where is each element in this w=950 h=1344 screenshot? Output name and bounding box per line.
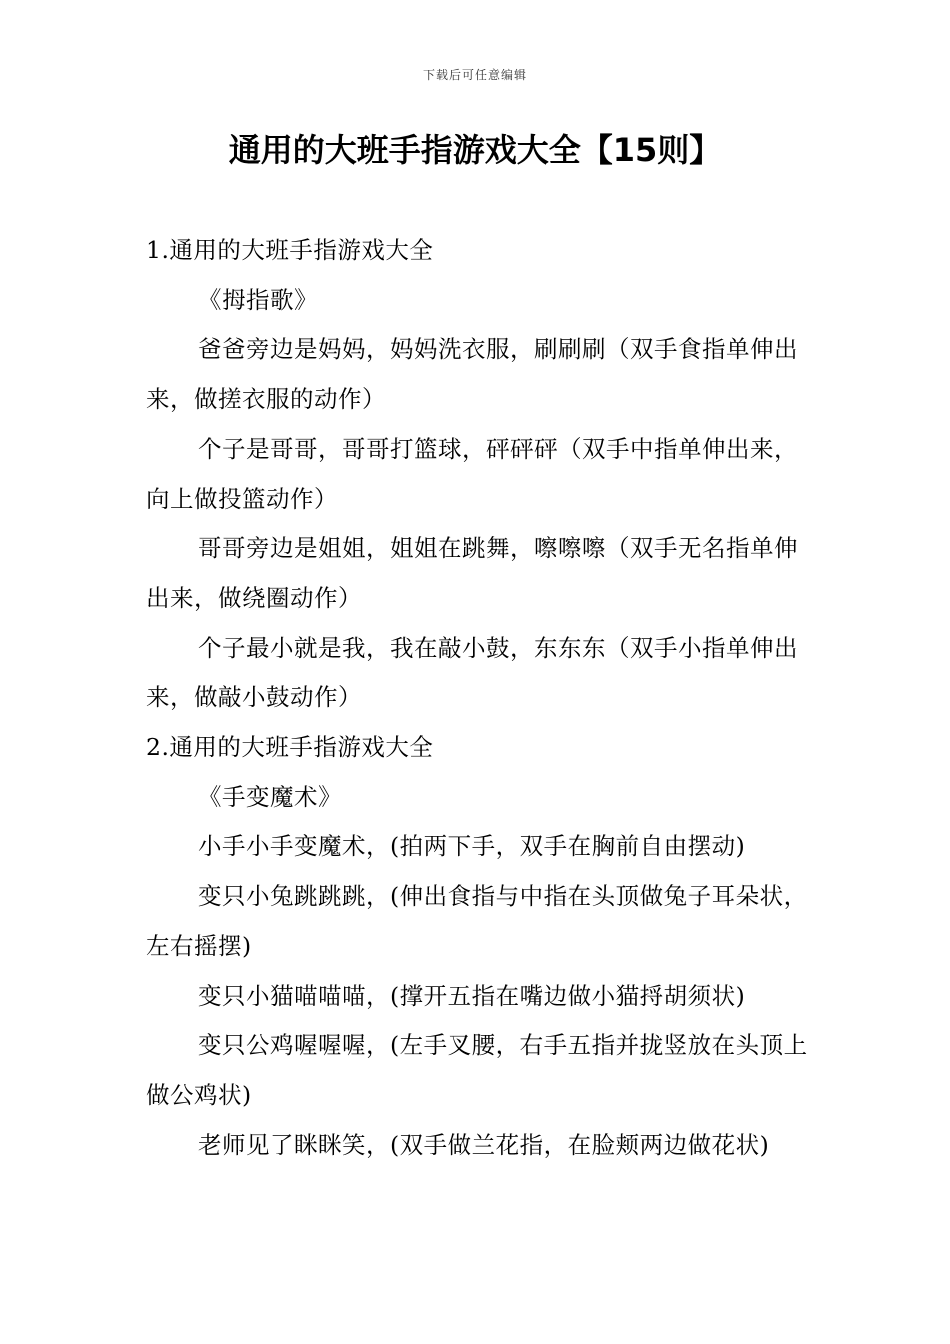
page-header-note: 下载后可任意编辑 [422, 68, 527, 82]
paragraph: 哥哥旁边是姐姐，姐姐在跳舞，嚓嚓嚓（双手无名指单伸出来，做绕圈动作） [146, 534, 798, 612]
paragraph: 变只小猫喵喵喵，(撑开五指在嘴边做小猫捋胡须状) [198, 981, 746, 1010]
song-title-1: 《拇指歌》 [198, 285, 318, 314]
paragraph: 老师见了眯眯笑，(双手做兰花指，在脸颊两边做花状) [198, 1130, 770, 1159]
paragraph: 小手小手变魔术，(拍两下手，双手在胸前自由摆动) [198, 832, 746, 861]
section-heading-1: 1.通用的大班手指游戏大全 [146, 236, 434, 264]
document-title: 通用的大班手指游戏大全【15则】 [228, 131, 722, 169]
document-body [146, 226, 808, 1170]
paragraph: 爸爸旁边是妈妈，妈妈洗衣服，刷刷刷（双手食指单伸出来，做搓衣服的动作） [146, 335, 798, 414]
paragraph: 变只小兔跳跳跳，(伸出食指与中指在头顶做兔子耳朵状，左右摇摆) [146, 882, 808, 960]
song-title-2: 《手变魔术》 [198, 782, 342, 811]
paragraph: 个子是哥哥，哥哥打篮球，砰砰砰（双手中指单伸出来，向上做投篮动作） [146, 434, 798, 513]
paragraph: 变只公鸡喔喔喔，(左手叉腰，右手五指并拢竖放在头顶上做公鸡状) [146, 1031, 808, 1109]
section-heading-2: 2.通用的大班手指游戏大全 [146, 733, 434, 762]
paragraph: 个子最小就是我，我在敲小鼓，东东东（双手小指单伸出来，做敲小鼓动作） [146, 633, 798, 712]
